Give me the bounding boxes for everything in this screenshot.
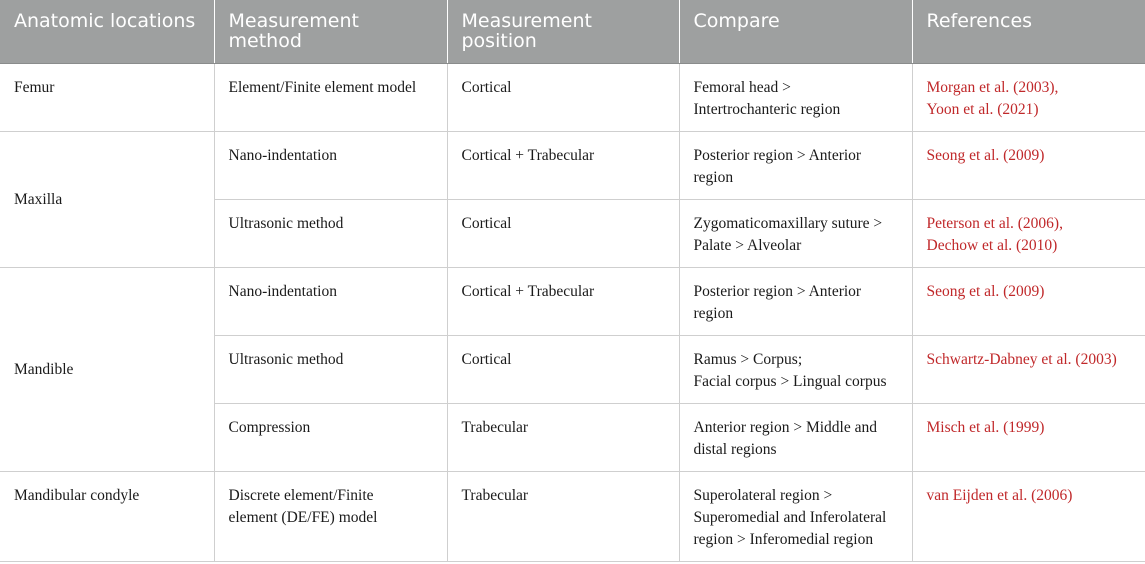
method-line: element (DE/FE) model — [228, 509, 378, 526]
header-anatomic-locations: Anatomic locations — [0, 0, 214, 64]
compare-line: region > Inferomedial region — [693, 531, 874, 548]
method-cell — [214, 472, 447, 562]
reference-link[interactable]: Yoon et al. (2021) — [926, 101, 1039, 118]
references-cell — [912, 404, 1145, 472]
reference-link[interactable]: Peterson et al. (2006), — [926, 215, 1063, 232]
location-cell: Femur — [0, 64, 214, 132]
location-cell: Maxilla — [0, 132, 214, 268]
method-cell: Nano-indentation — [214, 132, 447, 200]
location-cell: Mandible — [0, 268, 214, 472]
reference-link[interactable]: Schwartz-Dabney et al. (2003) — [926, 351, 1117, 368]
compare-line: Ramus > Corpus; — [693, 351, 803, 368]
references-cell — [912, 336, 1145, 404]
compare-line: Intertrochanteric region — [693, 101, 841, 118]
position-cell: Cortical — [447, 200, 679, 268]
reference-link[interactable]: Dechow et al. (2010) — [926, 237, 1058, 254]
position-cell: Cortical + Trabecular — [447, 132, 679, 200]
compare-cell — [679, 64, 912, 132]
compare-line: Facial corpus > Lingual corpus — [693, 373, 887, 390]
table-row — [0, 132, 1145, 200]
method-line: Discrete element/Finite — [228, 487, 374, 504]
compare-cell — [679, 404, 912, 472]
reference-link[interactable]: Seong et al. (2009) — [926, 283, 1045, 300]
references-cell — [912, 268, 1145, 336]
compare-cell — [679, 132, 912, 200]
method-cell: Nano-indentation — [214, 268, 447, 336]
reference-link[interactable]: Seong et al. (2009) — [926, 147, 1045, 164]
header-references: References — [912, 0, 1145, 64]
references-cell — [912, 472, 1145, 562]
position-cell: Cortical — [447, 336, 679, 404]
method-cell: Compression — [214, 404, 447, 472]
compare-line: distal regions — [693, 441, 777, 458]
compare-cell — [679, 268, 912, 336]
reference-link[interactable]: Misch et al. (1999) — [926, 419, 1045, 436]
compare-cell — [679, 336, 912, 404]
position-cell: Cortical + Trabecular — [447, 268, 679, 336]
compare-line: Superolateral region > — [693, 487, 833, 504]
compare-line: Zygomaticomaxillary suture > — [693, 215, 883, 232]
header-compare: Compare — [679, 0, 912, 64]
table-row — [0, 64, 1145, 132]
references-cell — [912, 200, 1145, 268]
position-cell: Trabecular — [447, 404, 679, 472]
location-cell: Mandibular condyle — [0, 472, 214, 562]
table-row — [0, 472, 1145, 562]
compare-line: Superomedial and Inferolateral — [693, 509, 887, 526]
compare-line: Anterior region > Middle and — [693, 419, 878, 436]
method-cell: Ultrasonic method — [214, 200, 447, 268]
compare-cell — [679, 472, 912, 562]
references-cell — [912, 64, 1145, 132]
references-cell — [912, 132, 1145, 200]
compare-line: Femoral head > — [693, 79, 791, 96]
compare-line: region — [693, 305, 734, 322]
reference-link[interactable]: Morgan et al. (2003), — [926, 79, 1059, 96]
compare-line: Posterior region > Anterior — [693, 147, 862, 164]
compare-line: Posterior region > Anterior — [693, 283, 862, 300]
method-cell: Element/Finite element model — [214, 64, 447, 132]
header-measurement-position: Measurement position — [447, 0, 679, 64]
table-row — [0, 268, 1145, 336]
position-cell: Cortical — [447, 64, 679, 132]
header-measurement-method: Measurement method — [214, 0, 447, 64]
header-row — [0, 0, 1145, 64]
compare-line: Palate > Alveolar — [693, 237, 802, 254]
position-cell: Trabecular — [447, 472, 679, 562]
method-cell: Ultrasonic method — [214, 336, 447, 404]
reference-link[interactable]: van Eijden et al. (2006) — [926, 487, 1073, 504]
compare-line: region — [693, 169, 734, 186]
compare-cell — [679, 200, 912, 268]
